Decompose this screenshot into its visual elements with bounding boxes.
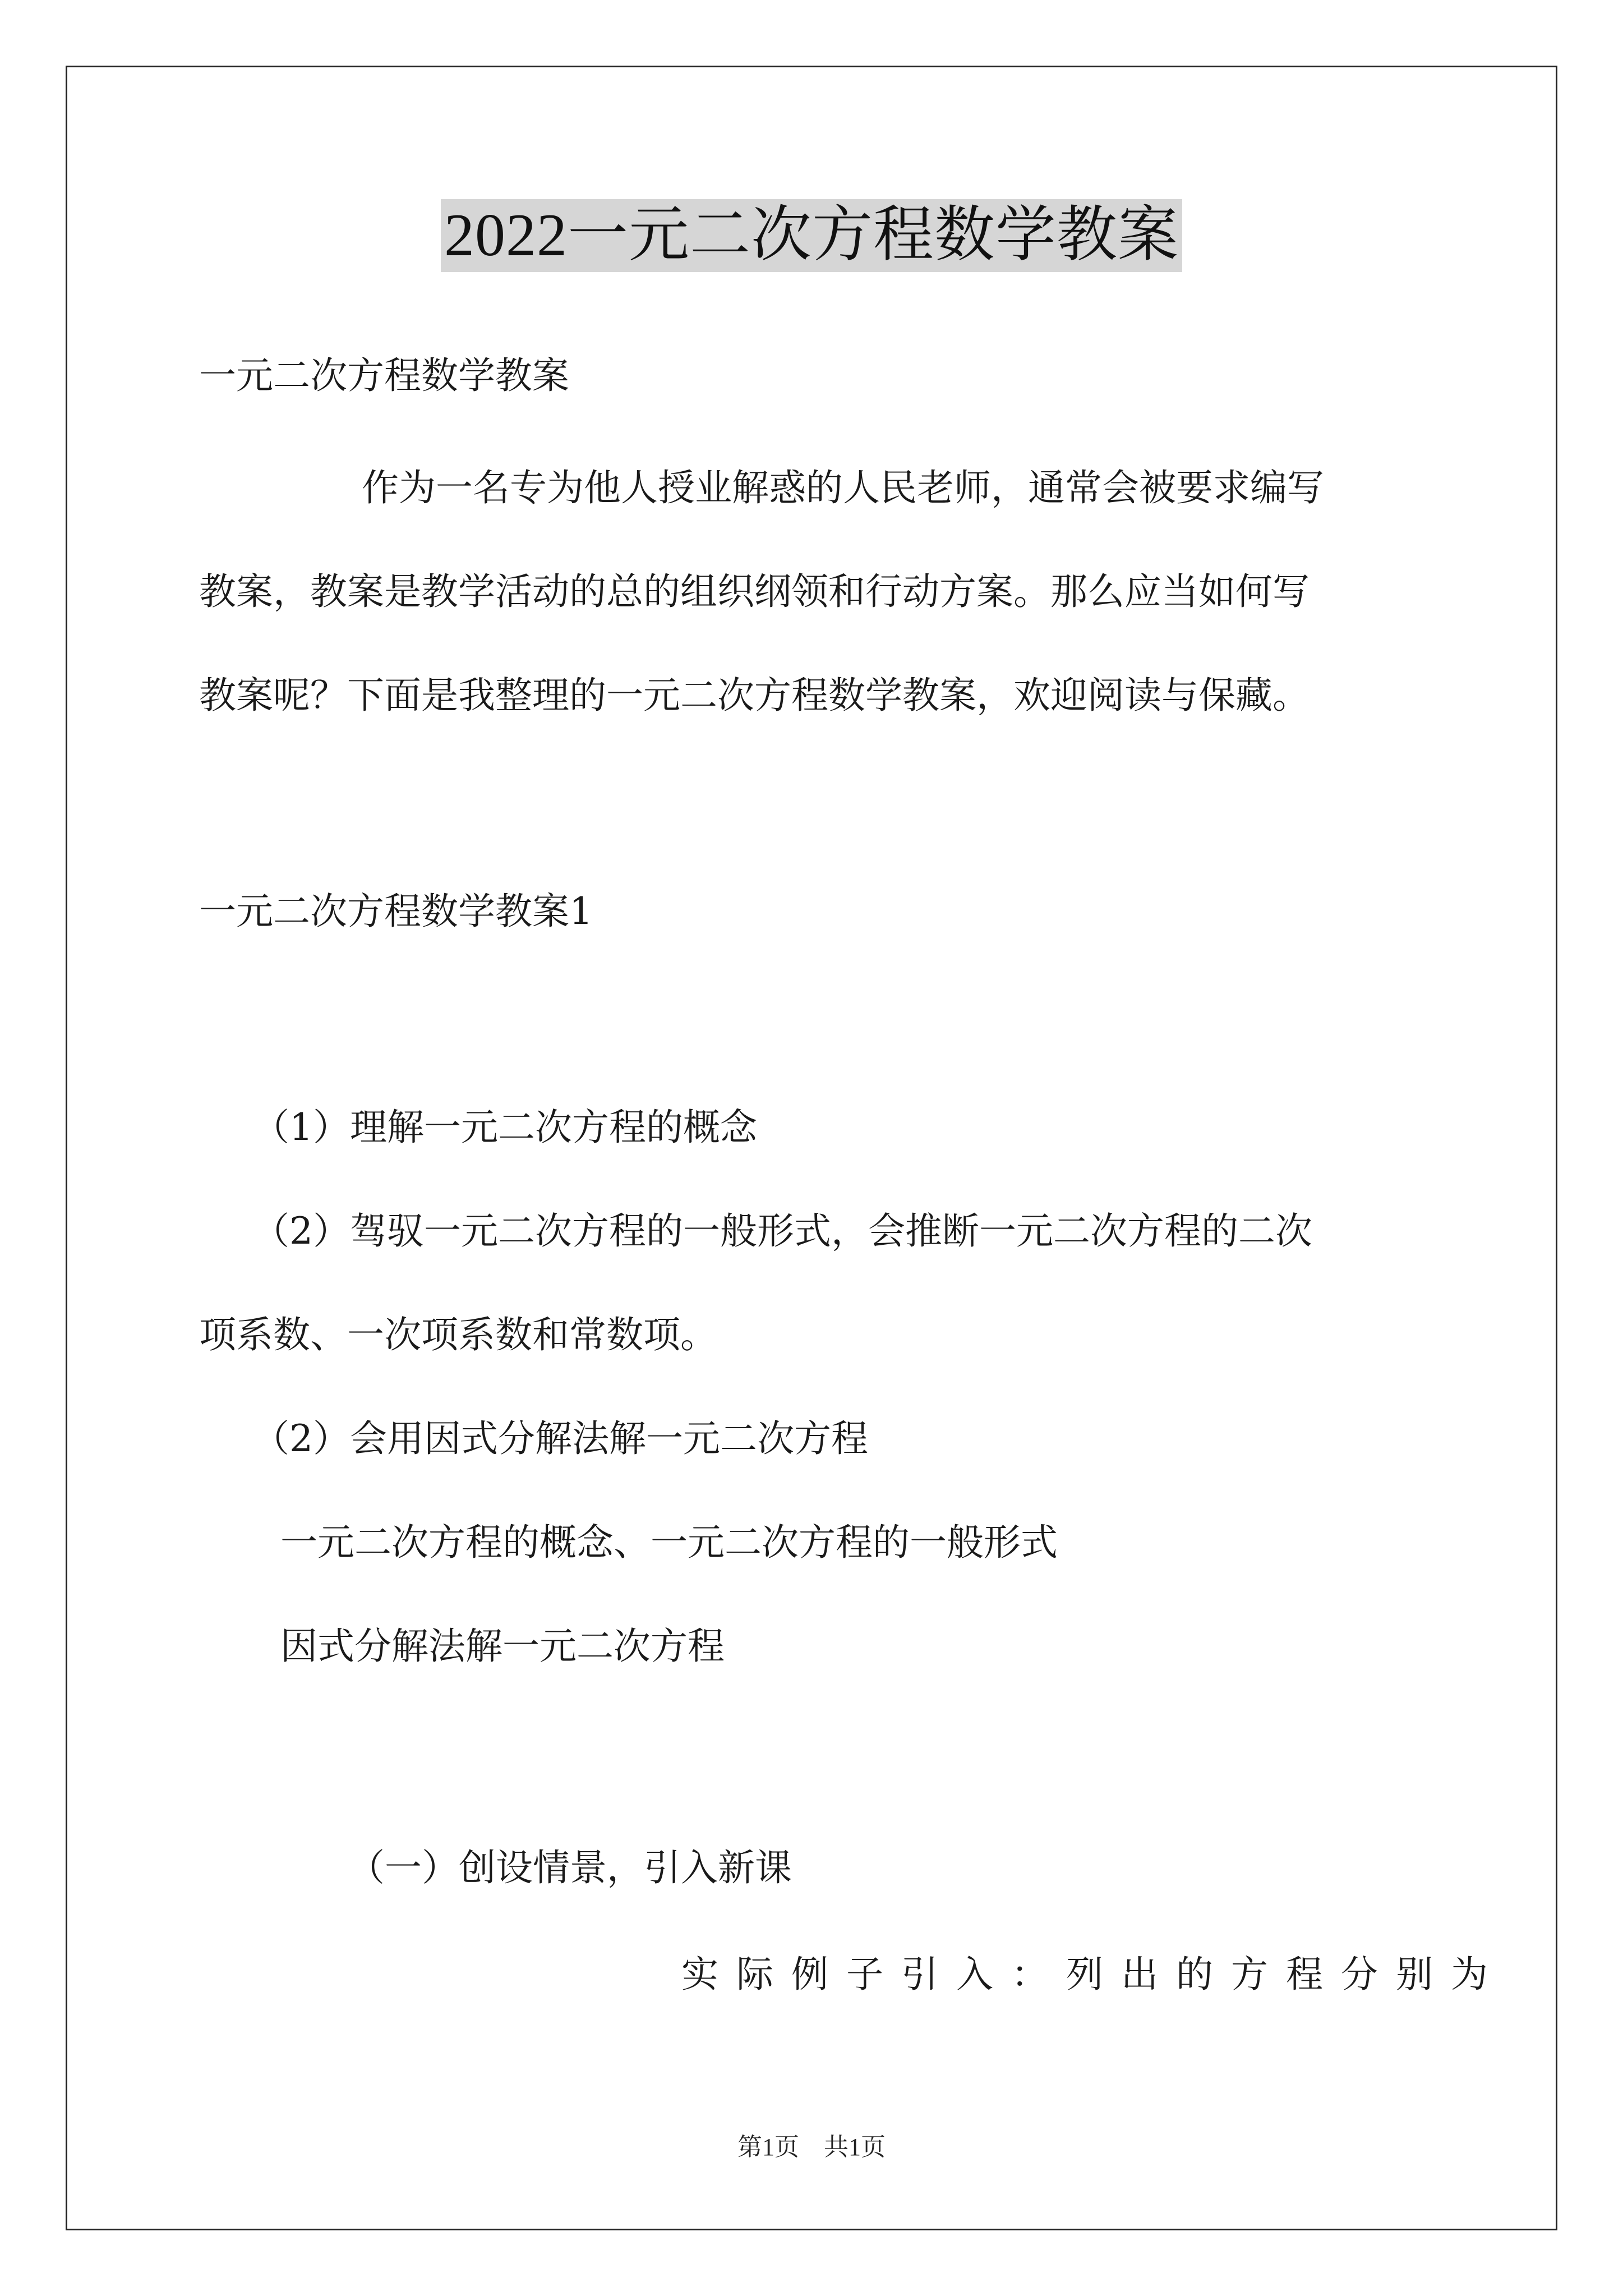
objective-2: （2）驾驭一元二次方程的一般形式，会推断一元二次方程的二次 <box>252 1209 1312 1253</box>
intro-line-2: 教案，教案是教学活动的总的组织纲领和行动方案。那么应当如何写 <box>199 570 1310 613</box>
key-point: 一元二次方程的概念、一元二次方程的一般形式 <box>280 1521 1058 1564</box>
objective-1: （1）理解一元二次方程的概念 <box>252 1106 757 1149</box>
step-text: 实际例子引入：列出的方程分别为 <box>681 1953 1506 1996</box>
intro-line-1: 作为一名专为他人授业解惑的人民老师，通常会被要求编写 <box>362 466 1324 509</box>
difficulty: 因式分解法解一元二次方程 <box>280 1625 725 1668</box>
section-heading: 一元二次方程数学教案1 <box>199 890 593 933</box>
page-number: 第1页 共1页 <box>737 2133 886 2161</box>
objective-3: （2）会用因式分解法解一元二次方程 <box>252 1417 868 1460</box>
title-container <box>0 199 1623 272</box>
document-subtitle: 一元二次方程数学教案 <box>199 354 569 397</box>
step-heading: （一）创设情景，引入新课 <box>348 1846 792 1889</box>
intro-line-3: 教案呢？下面是我整理的一元二次方程数学教案，欢迎阅读与保藏。 <box>199 674 1310 717</box>
document-title: 2022一元二次方程数学教案 <box>441 199 1182 272</box>
objective-2-continued: 项系数、一次项系数和常数项。 <box>199 1313 717 1356</box>
